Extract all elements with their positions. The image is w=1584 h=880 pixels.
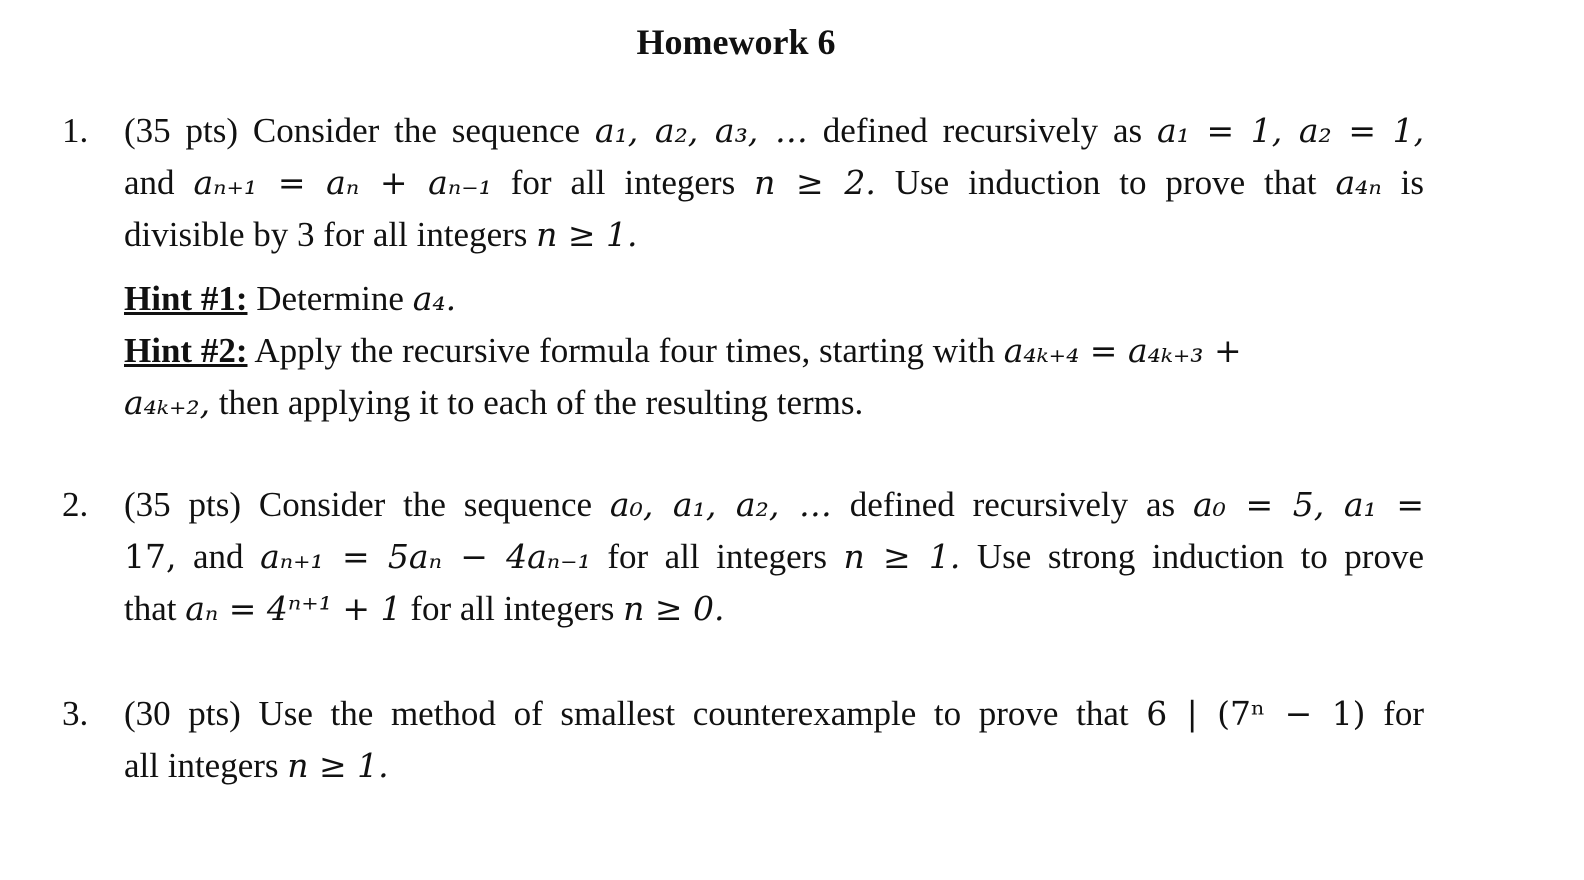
problem-2-text: for all integers xyxy=(607,537,827,576)
problem-3-number: 3. xyxy=(62,694,89,733)
hint-1-text: Determine xyxy=(256,279,404,318)
problem-1-target-term: a₄ₙ xyxy=(1335,163,1382,202)
hint-1-expression: a₄. xyxy=(412,279,457,318)
problem-3-divisibility: 6 | (7ⁿ − 1) xyxy=(1146,694,1366,733)
problem-2-sequence: a₀, a₁, a₂, … xyxy=(609,485,832,524)
problem-2-text: Consider the sequence xyxy=(258,485,593,524)
problem-2-closed-form: aₙ = 4ⁿ⁺¹ + 1 xyxy=(185,589,402,628)
problem-3-text: Use the method of smallest counterexample to prove that xyxy=(258,694,1129,733)
problem-2-text: defined recursively as xyxy=(849,485,1176,524)
problem-1-hint-2-cont xyxy=(124,379,863,427)
hint-1-label: Hint #1: xyxy=(124,279,248,318)
problem-1-initial-values: a₁ = 1, a₂ = 1, xyxy=(1156,111,1425,150)
problem-3-text: all integers xyxy=(124,746,279,785)
problem-2-recurrence: aₙ₊₁ = 5aₙ − 4aₙ₋₁ xyxy=(260,537,591,576)
problem-2-text: that xyxy=(124,589,177,628)
problem-2-number: 2. xyxy=(62,485,89,524)
problem-3-points: (30 pts) xyxy=(124,694,241,733)
problem-2-condition: n ≥ 0. xyxy=(623,589,725,628)
problem-3-text: for xyxy=(1383,694,1425,733)
problem-1-text: defined recursively as xyxy=(822,111,1143,150)
problem-2-initial-values: a₀ = 5, a₁ = xyxy=(1193,485,1425,524)
problem-2-condition: n ≥ 1. xyxy=(843,537,961,576)
problem-1-line-3 xyxy=(124,211,638,259)
problem-1-hint-1 xyxy=(124,275,456,323)
problem-1-sequence: a₁, a₂, a₃, … xyxy=(594,111,808,150)
problem-2-points: (35 pts) xyxy=(124,485,242,524)
problem-2-text: Use strong induction to prove xyxy=(976,537,1424,576)
problem-1-line-2 xyxy=(124,159,1424,207)
problem-1-hint-2 xyxy=(124,327,1242,375)
hint-2-expression: a₄ₖ₊₂, xyxy=(124,383,211,422)
problem-1-text: Consider the sequence xyxy=(252,111,581,150)
document-title: Homework 6 xyxy=(636,22,836,62)
problem-1-text: and xyxy=(124,163,175,202)
problem-1-condition: n ≥ 1. xyxy=(536,215,638,254)
problem-2-line-3 xyxy=(124,585,725,633)
problem-1-text: divisible by 3 for all integers xyxy=(124,215,528,254)
problem-2-text: for all integers xyxy=(410,589,615,628)
hint-2-text: Apply the recursive formula four times, starting with xyxy=(254,331,995,370)
hint-2-label: Hint #2: xyxy=(124,331,248,370)
problem-3-condition: n ≥ 1. xyxy=(287,746,389,785)
problem-1-text: is xyxy=(1400,163,1424,202)
problem-2-line-2 xyxy=(124,533,1424,581)
problem-1-number: 1. xyxy=(62,111,89,150)
problem-1-points: (35 pts) xyxy=(124,111,239,150)
hint-2-text: then applying it to each of the resulting terms. xyxy=(218,383,864,422)
problem-1-text: Use induction to prove that xyxy=(894,163,1317,202)
problem-3-line-1 xyxy=(124,690,1424,738)
problem-1-line-1 xyxy=(124,107,1424,155)
problem-1-condition: n ≥ 2. xyxy=(754,163,876,202)
problem-2-text: and xyxy=(193,537,244,576)
problem-2-initial-value: 17, xyxy=(124,537,177,576)
problem-1-recurrence: aₙ₊₁ = aₙ + aₙ₋₁ xyxy=(193,163,492,202)
problem-3-line-2 xyxy=(124,742,389,790)
hint-2-expression: a₄ₖ₊₄ = a₄ₖ₊₃ + xyxy=(1003,331,1242,370)
problem-2-line-1 xyxy=(124,481,1424,529)
problem-1-text: for all integers xyxy=(510,163,736,202)
